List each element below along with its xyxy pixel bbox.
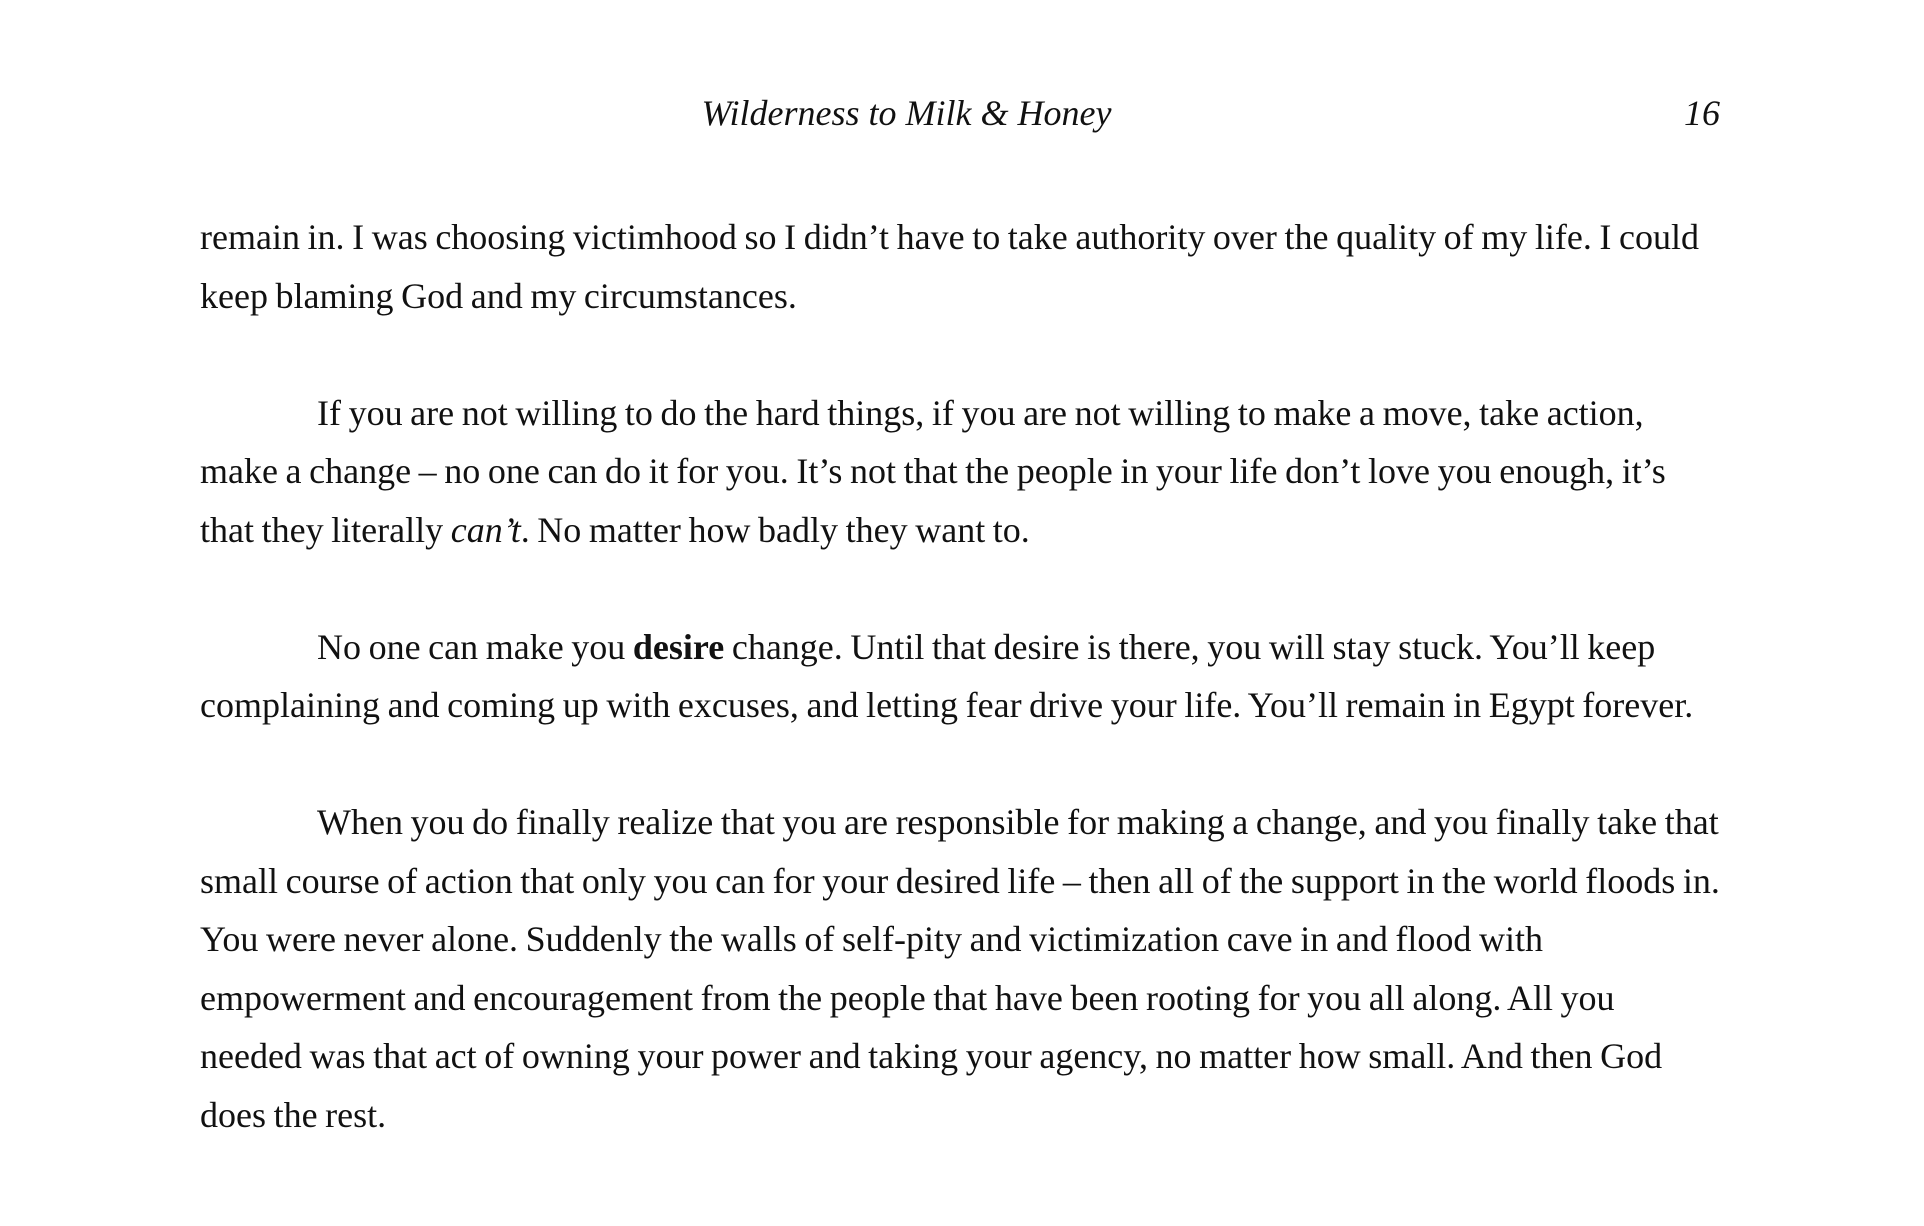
paragraph-text: If you are not willing to do the hard things, if you are not willing to make a move, take action, make a change – no one can do it for you. It’s not that the people in your life don’t love you enough, it’s that they literally bbox=[200, 392, 1666, 550]
running-title: Wilderness to Milk & Honey bbox=[701, 93, 1112, 133]
paragraph-text: . No matter how badly they want to. bbox=[520, 509, 1030, 550]
paragraph-text: change. Until that desire is there, you will stay stuck. You’ll keep complaining and coming up with excuses, and letting fear drive your life. You’ll remain in Egypt forever. bbox=[200, 626, 1694, 725]
emphasized-word: can’t bbox=[450, 509, 521, 550]
running-header bbox=[200, 88, 1720, 138]
page-number: 16 bbox=[1684, 93, 1720, 133]
paragraph bbox=[200, 618, 1720, 735]
paragraph-continued bbox=[200, 208, 1720, 325]
body-text bbox=[200, 208, 1720, 1144]
paragraph bbox=[200, 793, 1720, 1144]
paragraph-text: remain in. I was choosing victimhood so I didn’t have to take authority over the quality of my life. I could keep blaming God and my circumstances. bbox=[200, 217, 1699, 316]
paragraph-text: No one can make you bbox=[317, 626, 633, 667]
bold-word: desire bbox=[632, 626, 725, 667]
paragraph-text: When you do finally realize that you are responsible for making a change, and you finally take that small course of action that only you can for your desired life – then all of the support in the world floods in. You were never alone. Suddenly the walls of self-pity and victimization cave in and flood with empowerment and encouragement from the people that have been rooting for you all along. All you needed was that act of owning your power and taking your agency, no matter how small. And then God does the rest. bbox=[200, 802, 1720, 1135]
paragraph bbox=[200, 384, 1720, 560]
